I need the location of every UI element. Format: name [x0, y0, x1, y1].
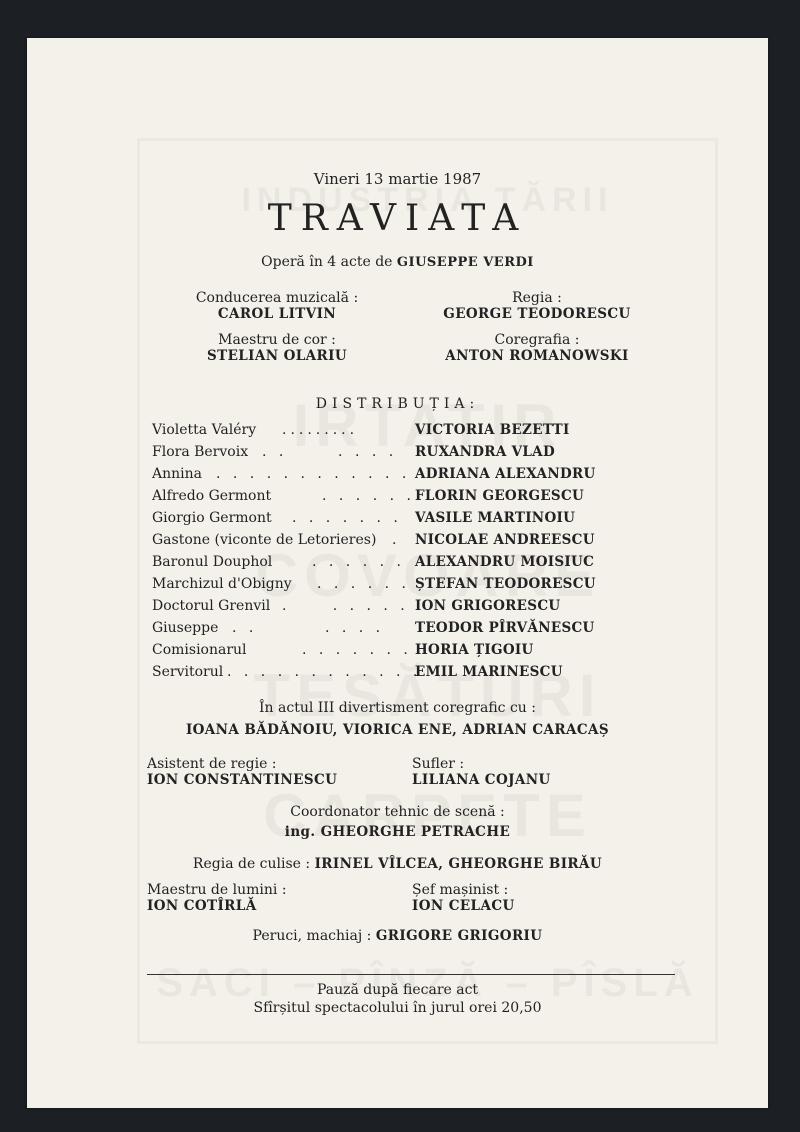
prompter-label: Sufler : — [412, 756, 465, 772]
divertisment-names: IOANA BĂDĂNOIU, VIORICA ENE, ADRIAN CARACAȘ — [185, 722, 610, 738]
conductor-name: CAROL LITVIN — [217, 306, 337, 322]
cast-row — [152, 620, 595, 642]
director-block — [437, 290, 637, 322]
prompter-block — [412, 756, 551, 788]
prompter-name: LILIANA COJANU — [412, 772, 551, 788]
conductor-label: Conducerea muzicală : — [195, 290, 359, 306]
leader-dots: . . . . . . — [282, 598, 409, 614]
leader-dots: . . . . . . — [312, 554, 405, 570]
cast-role: Violetta Valéry — [152, 422, 257, 438]
cast-actor: TEODOR PÎRVĂNESCU — [415, 620, 595, 636]
lighting-master-name: ION COTÎRLĂ — [147, 898, 257, 914]
cast-actor: NICOLAE ANDREESCU — [415, 532, 595, 548]
cast-role: Annina — [152, 466, 202, 482]
cast-actor: ADRIANA ALEXANDRU — [415, 466, 596, 482]
leader-dots: . . . . . . — [232, 620, 385, 636]
cast-row — [152, 444, 592, 466]
cast-role: Flora Bervoix — [152, 444, 249, 460]
wings-direction-label: Regia de culise : — [192, 856, 311, 872]
cast-role: Giorgio Germont — [152, 510, 272, 526]
assistant-director-label: Asistent de regie : — [147, 756, 277, 772]
choreography-name: ANTON ROMANOWSKI — [445, 348, 629, 364]
divider-line — [147, 974, 675, 975]
divertisment-label: În actul III divertisment coregrafic cu : — [259, 700, 536, 716]
cast-role: Giuseppe — [152, 620, 219, 636]
program-sheet — [27, 38, 768, 1108]
cast-role: Comisionarul — [152, 642, 247, 658]
chorus-master-name: STELIAN OLARIU — [206, 348, 348, 364]
choreography-block — [437, 332, 637, 364]
assistant-director-block — [147, 756, 337, 788]
cast-row — [152, 510, 592, 532]
leader-dots: . — [392, 532, 401, 548]
leader-dots: . . . . . . . — [302, 642, 412, 658]
cast-role: Marchizul d'Obigny — [152, 576, 292, 592]
cast-role: Alfredo Germont — [152, 488, 272, 504]
cast-row — [152, 422, 592, 444]
cast-actor: ȘTEFAN TEODORESCU — [415, 576, 596, 592]
leader-dots: . . . . . . — [317, 576, 410, 592]
makeup-credit — [27, 928, 768, 944]
tech-coordinator-label: Coordonator tehnic de scenă : — [290, 804, 505, 820]
cast-row — [152, 532, 595, 554]
wings-direction-names: IRINEL VÎLCEA, GHEORGHE BIRĂU — [314, 856, 603, 872]
cast-actor: VICTORIA BEZETTI — [415, 422, 570, 438]
cast-role: Baronul Douphol — [152, 554, 273, 570]
chief-machinist-block — [412, 882, 515, 914]
lighting-master-label: Maestru de lumini : — [147, 882, 287, 898]
cast-row — [152, 598, 592, 620]
leader-dots: . . . . . . . . . . . . — [227, 664, 422, 680]
director-name: GEORGE TEODORESCU — [443, 306, 631, 322]
cast-role: Servitorul — [152, 664, 224, 680]
tech-coordinator-name: ing. GHEORGHE PETRACHE — [284, 824, 511, 840]
cast-actor: VASILE MARTINOIU — [415, 510, 576, 526]
leader-dots: . . . . . . — [262, 444, 398, 460]
choreography-label: Coregrafia : — [494, 332, 580, 348]
cast-actor: ALEXANDRU MOISIUC — [415, 554, 595, 570]
cast-row — [152, 554, 595, 576]
chorus-master-block — [177, 332, 377, 364]
assistant-director-name: ION CONSTANTINESCU — [147, 772, 338, 788]
composer-name: GIUSEPPE VERDI — [396, 255, 534, 270]
makeup-label: Peruci, machiaj : — [252, 928, 372, 944]
chorus-master-label: Maestru de cor : — [218, 332, 336, 348]
leader-dots: ......... — [282, 422, 359, 438]
cast-row — [152, 488, 592, 510]
cast-actor: ION GRIGORESCU — [415, 598, 561, 614]
chief-machinist-label: Șef mașinist : — [412, 882, 509, 898]
lighting-master-block — [147, 882, 287, 914]
wings-direction — [27, 856, 768, 872]
cast-role: Gastone (viconte de Letorieres) — [152, 532, 377, 548]
end-time-note: Sfîrșitul spectacolului în jurul orei 20,50 — [253, 1000, 542, 1016]
leader-dots: . . . . . . . — [292, 510, 402, 526]
director-label: Regia : — [512, 290, 562, 306]
opera-subtitle — [27, 254, 768, 270]
cast-heading: DISTRIBUȚIA: — [315, 396, 480, 412]
cast-row — [152, 664, 592, 686]
cast-actor: EMIL MARINESCU — [415, 664, 563, 680]
cast-actor: RUXANDRA VLAD — [415, 444, 555, 460]
cast-row — [152, 576, 596, 598]
cast-actor: HORIA ȚIGOIU — [415, 642, 534, 658]
leader-dots: . . . . . . — [322, 488, 415, 504]
cast-row — [152, 642, 592, 664]
intermission-note: Pauză după fiecare act — [316, 982, 479, 998]
makeup-name: GRIGORE GRIGORIU — [375, 928, 543, 944]
leader-dots: . . . . . . . . . . . . — [216, 466, 411, 482]
opera-title: TRAVIATA — [267, 198, 528, 239]
subtitle-prefix: Operă în 4 acte de — [261, 254, 393, 270]
cast-actor: FLORIN GEORGESCU — [415, 488, 585, 504]
cast-row — [152, 466, 596, 488]
cast-role: Doctorul Grenvil — [152, 598, 271, 614]
chief-machinist-name: ION CELACU — [412, 898, 515, 914]
conductor-block — [177, 290, 377, 322]
performance-date: Vineri 13 martie 1987 — [313, 170, 482, 188]
